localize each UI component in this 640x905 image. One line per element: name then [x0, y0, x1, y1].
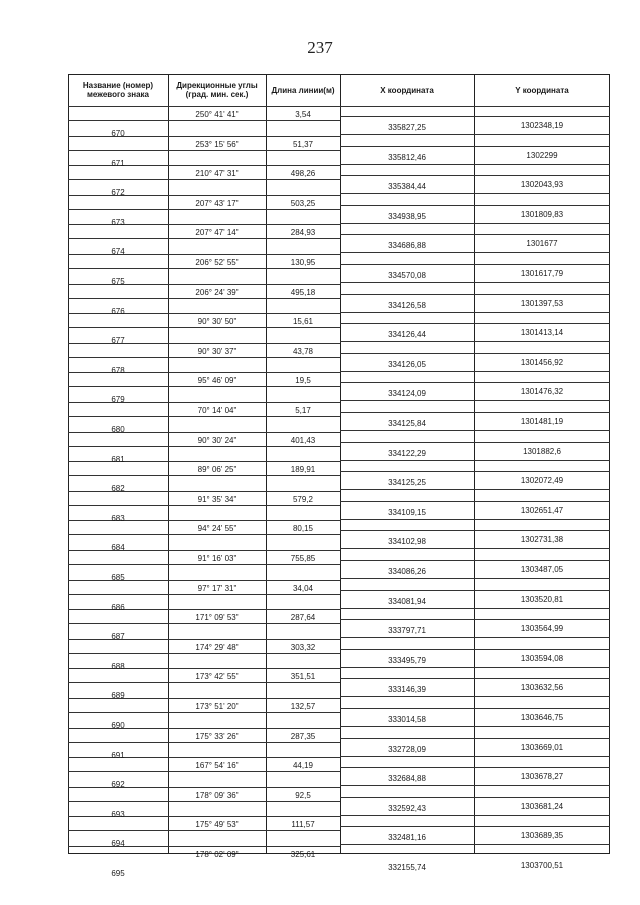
line-length: 80,15: [292, 524, 314, 534]
row-divider: [340, 844, 610, 845]
header-x-coordinate: X координата: [380, 85, 434, 95]
mark-name: 675: [111, 277, 125, 286]
bearing-angle: 97° 17' 31": [197, 583, 237, 593]
row-divider: [68, 742, 340, 743]
x-coordinate: 334125,84: [388, 419, 426, 428]
bearing-angle: 95° 46' 09": [197, 376, 237, 386]
y-coordinate: 1303700,51: [520, 861, 564, 870]
y-coordinate: 1301397,53: [520, 298, 564, 308]
row-divider: [340, 756, 610, 757]
y-coordinate: 1303669,01: [520, 742, 564, 752]
row-divider: [340, 252, 610, 253]
y-coordinate: 1303689,35: [520, 831, 564, 841]
row-divider: [68, 623, 340, 624]
x-coordinate: 333797,71: [388, 626, 426, 636]
y-coordinate: 1303681,24: [520, 801, 564, 811]
row-divider: [340, 294, 610, 295]
line-length: 19,5: [295, 376, 311, 386]
y-coordinate: 1302348,19: [520, 121, 564, 130]
row-divider: [340, 175, 610, 176]
row-divider: [68, 386, 340, 387]
y-coordinate: 1302651,47: [520, 505, 564, 515]
x-coordinate: 335827,25: [388, 123, 426, 132]
y-coordinate: 1303632,56: [520, 683, 564, 693]
x-coordinate: 334125,25: [388, 478, 426, 488]
row-divider: [68, 268, 340, 269]
row-divider: [68, 238, 340, 239]
row-divider: [340, 649, 610, 650]
row-divider: [68, 150, 340, 151]
row-divider: [68, 682, 340, 683]
y-coordinate: 1303564,99: [520, 624, 564, 634]
y-coordinate: 1301677: [526, 239, 558, 249]
bearing-angle: 174° 29' 48": [195, 642, 239, 652]
mark-name: 677: [111, 336, 125, 346]
row-divider: [340, 205, 610, 206]
y-coordinate: 1302072,49: [520, 476, 564, 486]
line-length: 351,51: [290, 672, 316, 682]
row-divider: [68, 534, 340, 535]
mark-name: 695: [111, 869, 125, 878]
mark-name: 687: [111, 632, 125, 642]
line-length: 498,26: [290, 169, 316, 179]
line-length: 15,61: [292, 317, 314, 327]
mark-name: 681: [111, 454, 125, 464]
bearing-angle: 173° 42' 55": [195, 672, 239, 682]
row-divider: [340, 193, 610, 194]
row-divider: [340, 489, 610, 490]
y-coordinate: 1302731,38: [520, 535, 564, 545]
row-divider: [340, 282, 610, 283]
line-length: 284,93: [290, 228, 316, 238]
row-divider: [340, 548, 610, 549]
row-divider: [340, 264, 610, 265]
y-coordinate: 1303678,27: [520, 772, 564, 782]
x-coordinate: 333146,39: [388, 685, 426, 695]
y-coordinate: 1303594,08: [520, 653, 564, 663]
bearing-angle: 91° 35' 34": [197, 494, 237, 504]
x-coordinate: 334126,58: [388, 300, 426, 310]
x-coordinate: 334086,26: [388, 567, 426, 576]
mark-name: 691: [111, 750, 125, 760]
x-coordinate: 334124,09: [388, 389, 426, 399]
row-divider: [68, 298, 340, 299]
row-divider: [340, 608, 610, 609]
line-length: 132,57: [290, 702, 316, 711]
row-divider: [340, 223, 610, 224]
y-coordinate: 1303520,81: [520, 594, 564, 604]
row-divider: [340, 560, 610, 561]
y-coordinate: 1303646,75: [520, 713, 564, 722]
row-divider: [68, 830, 340, 831]
x-coordinate: 334102,98: [388, 537, 426, 547]
row-divider: [340, 353, 610, 354]
row-divider: [68, 327, 340, 328]
x-coordinate: 332684,88: [388, 774, 426, 784]
line-length: 3,54: [295, 110, 311, 119]
line-length: 303,32: [290, 642, 316, 652]
row-divider: [340, 412, 610, 413]
row-divider: [68, 446, 340, 447]
line-length: 111,57: [291, 820, 315, 830]
row-divider: [340, 382, 610, 383]
row-divider: [340, 371, 610, 372]
y-coordinate: 1301476,32: [520, 387, 564, 397]
bearing-angle: 207° 43' 17": [195, 198, 239, 208]
header-length: Длина линии(м): [271, 85, 335, 95]
y-coordinate: 1302299: [526, 150, 558, 160]
x-coordinate: 332728,09: [388, 744, 426, 754]
header-y-coordinate: Y координата: [515, 85, 569, 95]
row-divider: [340, 116, 610, 117]
x-coordinate: 334126,05: [388, 359, 426, 369]
bearing-angle: 210° 47' 31": [195, 169, 239, 179]
x-coordinate: 335384,44: [388, 182, 426, 192]
row-divider: [68, 594, 340, 595]
bearing-angle: 167° 54' 16": [195, 761, 239, 771]
line-length: 579,2: [292, 494, 314, 504]
bearing-angle: 206° 24' 39": [195, 287, 239, 297]
row-divider: [340, 442, 610, 443]
line-length: 92,5: [295, 790, 311, 800]
bearing-angle: 90° 30' 37": [197, 346, 237, 356]
y-coordinate: 1303487,05: [520, 565, 564, 574]
row-divider: [340, 530, 610, 531]
line-length: 5,17: [295, 406, 311, 415]
mark-name: 688: [111, 661, 125, 671]
row-divider: [340, 678, 610, 679]
row-divider: [340, 619, 610, 620]
x-coordinate: 332592,43: [388, 803, 426, 813]
row-divider: [340, 460, 610, 461]
line-length: 51,37: [292, 139, 314, 149]
row-divider: [340, 134, 610, 135]
mark-name: 689: [111, 691, 125, 701]
mark-name: 670: [111, 129, 125, 138]
row-divider: [340, 708, 610, 709]
header-mark-name: Название (номер) межевого знака: [82, 81, 154, 99]
row-divider: [68, 179, 340, 180]
mark-name: 684: [111, 543, 125, 553]
row-divider: [68, 801, 340, 802]
bearing-angle: 171° 09' 53": [195, 613, 239, 623]
bearing-angle: 90° 30' 24": [197, 435, 237, 445]
bearing-angle: 173° 51' 20": [195, 702, 239, 711]
bearing-angle: 178° 02' 09": [195, 850, 239, 859]
mark-name: 683: [111, 513, 125, 523]
bearing-angle: 178° 09' 36": [195, 790, 239, 800]
mark-name: 671: [111, 158, 125, 168]
x-coordinate: 334938,95: [388, 211, 426, 221]
x-coordinate: 333495,79: [388, 655, 426, 665]
row-divider: [340, 696, 610, 697]
row-divider: [340, 726, 610, 727]
y-coordinate: 1301809,83: [520, 209, 564, 219]
row-divider: [68, 209, 340, 210]
bearing-angle: 253° 15' 56": [195, 139, 239, 149]
x-coordinate: 334109,15: [388, 507, 426, 517]
row-divider: [340, 738, 610, 739]
row-divider: [68, 505, 340, 506]
line-length: 34,04: [292, 583, 314, 593]
line-length: 43,78: [292, 346, 314, 356]
row-divider: [340, 471, 610, 472]
bearing-angle: 70° 14' 04": [197, 406, 237, 415]
bearing-angle: 90° 30' 50": [197, 317, 237, 327]
x-coordinate: 334570,08: [388, 271, 426, 280]
y-coordinate: 1301456,92: [520, 357, 564, 367]
line-length: 495,18: [290, 287, 316, 297]
row-divider: [340, 637, 610, 638]
x-coordinate: 335812,46: [388, 152, 426, 162]
x-coordinate: 332481,16: [388, 833, 426, 843]
row-divider: [340, 234, 610, 235]
header-bearing: Дирекционные углы (град. мин. сек.): [176, 81, 258, 99]
header-divider: [68, 106, 610, 107]
mark-name: 672: [111, 188, 125, 198]
row-divider: [340, 590, 610, 591]
row-divider: [340, 767, 610, 768]
row-divider: [68, 475, 340, 476]
row-divider: [340, 797, 610, 798]
y-coordinate: 1301413,14: [520, 328, 564, 338]
line-length: 44,19: [292, 761, 314, 771]
row-divider: [340, 519, 610, 520]
row-divider: [340, 164, 610, 165]
bearing-angle: 175° 49' 53": [195, 820, 239, 830]
mark-name: 682: [111, 484, 125, 494]
line-length: 503,25: [290, 198, 316, 208]
row-divider: [340, 400, 610, 401]
row-divider: [340, 312, 610, 313]
line-length: 287,35: [290, 731, 316, 741]
row-divider: [340, 341, 610, 342]
bearing-angle: 175° 33' 26": [195, 731, 239, 741]
row-divider: [340, 667, 610, 668]
row-divider: [68, 712, 340, 713]
line-length: 325,61: [290, 850, 316, 859]
row-divider: [340, 501, 610, 502]
bearing-angle: 91° 16' 03": [197, 554, 237, 563]
y-coordinate: 1301617,79: [520, 269, 564, 278]
x-coordinate: 333014,58: [388, 715, 426, 724]
row-divider: [68, 653, 340, 654]
x-coordinate: 334126,44: [388, 330, 426, 340]
y-coordinate: 1302043,93: [520, 180, 564, 190]
bearing-angle: 207° 47' 14": [195, 228, 239, 238]
row-divider: [68, 771, 340, 772]
line-length: 189,91: [290, 465, 316, 475]
row-divider: [68, 564, 340, 565]
row-divider: [68, 120, 340, 121]
row-divider: [340, 430, 610, 431]
row-divider: [340, 815, 610, 816]
bearing-angle: 94° 24' 55": [197, 524, 237, 534]
mark-name: 690: [111, 721, 125, 730]
row-divider: [340, 323, 610, 324]
line-length: 401,43: [290, 435, 316, 445]
x-coordinate: 334081,94: [388, 596, 426, 606]
x-coordinate: 334122,29: [388, 448, 426, 458]
y-coordinate: 1301882,6: [523, 446, 561, 456]
bearing-angle: 206° 52' 55": [195, 258, 239, 267]
row-divider: [340, 785, 610, 786]
mark-name: 693: [111, 809, 125, 819]
row-divider: [68, 357, 340, 358]
line-length: 130,95: [290, 258, 316, 267]
boundary-marks-table: [68, 74, 610, 878]
mark-name: 680: [111, 425, 125, 434]
bearing-angle: 89° 06' 25": [197, 465, 237, 475]
row-divider: [340, 146, 610, 147]
line-length: 755,85: [290, 554, 316, 563]
mark-name: 694: [111, 839, 125, 849]
row-divider: [340, 826, 610, 827]
page-number: 237: [307, 38, 333, 57]
mark-name: 692: [111, 780, 125, 790]
mark-name: 685: [111, 573, 125, 582]
x-coordinate: 332155,74: [388, 863, 426, 872]
mark-name: 678: [111, 365, 125, 375]
line-length: 287,64: [290, 613, 316, 623]
y-coordinate: 1301481,19: [520, 417, 564, 426]
x-coordinate: 334686,88: [388, 241, 426, 251]
bearing-angle: 250° 41' 41": [195, 110, 239, 119]
mark-name: 674: [111, 247, 125, 257]
row-divider: [340, 578, 610, 579]
row-divider: [68, 416, 340, 417]
mark-name: 686: [111, 602, 125, 612]
mark-name: 676: [111, 306, 125, 316]
mark-name: 673: [111, 217, 125, 227]
mark-name: 679: [111, 395, 125, 405]
